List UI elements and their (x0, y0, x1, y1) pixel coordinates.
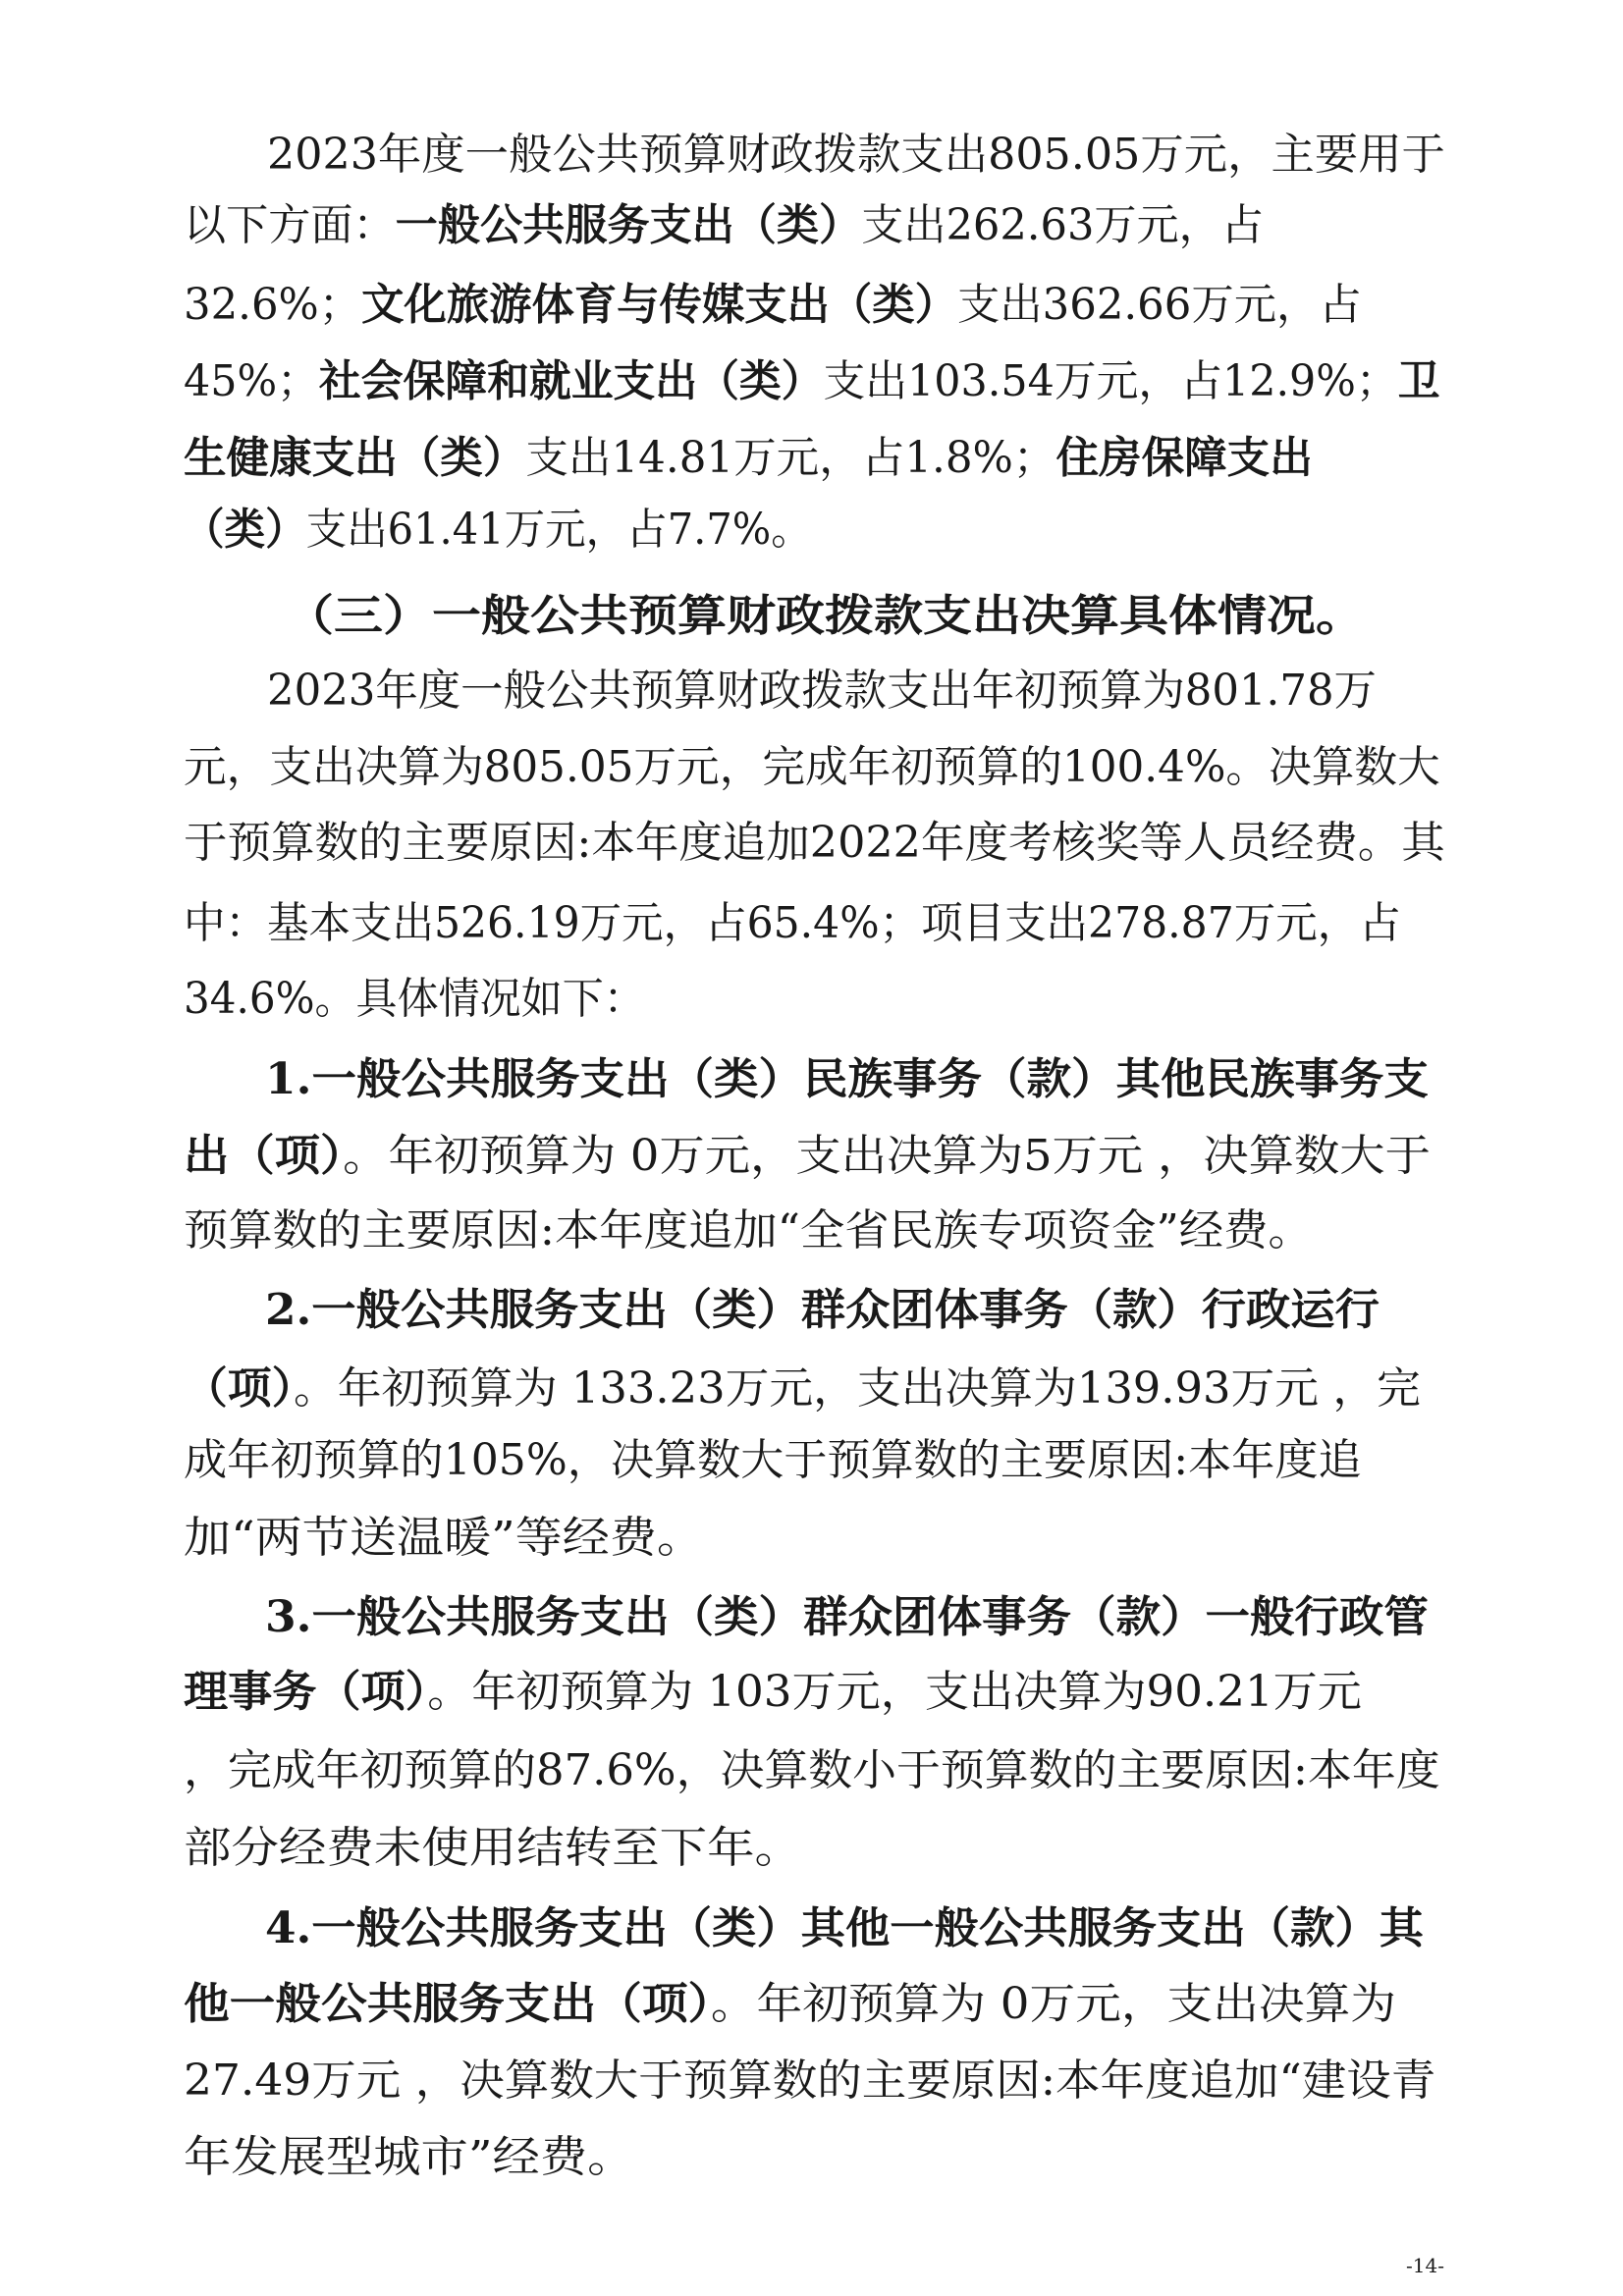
text-line (184, 1127, 1431, 1186)
text-run: 支出14.81万元，占1.8%； (525, 433, 1056, 483)
text-run: ，完成年初预算的87.6%，决算数小于预算数的主要原因:本年度 (184, 1745, 1440, 1795)
text-run: 。年初预算为 103万元，支出决算为90.21万元 (427, 1667, 1362, 1717)
text-run: 元，支出决算为805.05万元，完成年初预算的100.4%。决算数大 (184, 742, 1440, 792)
text-line (184, 1663, 1362, 1722)
text-line (265, 1899, 1424, 1958)
text-run: 支出103.54万元，占12.9%； (823, 356, 1398, 406)
text-run: 。年初预算为 133.23万元，支出决算为139.93万元 ，完 (293, 1363, 1421, 1414)
text-line (184, 501, 812, 560)
text-line (184, 970, 645, 1029)
text-run: 34.6%。具体情况如下： (184, 974, 645, 1024)
text-line (267, 662, 1377, 721)
text-run: 2023年度一般公共预算财政拨款支出805.05万元，主要用于 (267, 130, 1445, 180)
text-line (184, 352, 1440, 411)
bold-text: 住房保障支出 (1055, 433, 1313, 483)
text-line (267, 126, 1445, 185)
text-run: 支出362.66万元，占 (956, 280, 1362, 330)
text-run: 32.6%； (184, 280, 362, 330)
text-line (184, 429, 1313, 488)
text-line (184, 1431, 1362, 1490)
bold-text: 社会保障和就业支出（类） (318, 356, 824, 406)
text-line (184, 738, 1440, 797)
bold-text: （类） (184, 505, 306, 555)
text-line (265, 1588, 1429, 1647)
bold-text: 1.一般公共服务支出（类）民族事务（款）其他民族事务支 (265, 1054, 1429, 1104)
text-line (265, 1050, 1429, 1109)
text-run: 支出61.41万元，占7.7%。 (305, 505, 812, 555)
bold-text: 生健康支出（类） (184, 433, 526, 483)
text-run: 以下方面： (184, 200, 396, 250)
page-number: -14- (1406, 2254, 1444, 2277)
bold-text: 卫 (1397, 356, 1440, 406)
bold-text: （三）一般公共预算财政拨款支出决算具体情况。 (285, 591, 1365, 641)
text-run: 支出262.63万元，占 (861, 200, 1264, 250)
text-run: 预算数的主要原因:本年度追加“全省民族专项资金”经费。 (184, 1205, 1313, 1255)
text-line (184, 814, 1445, 873)
text-run: 。年初预算为 0万元，支出决算为 (710, 1979, 1396, 2029)
bold-text: 理事务（项） (184, 1667, 428, 1717)
text-line (184, 1509, 704, 1568)
text-run: 成年初预算的105%，决算数大于预算数的主要原因:本年度追 (184, 1435, 1362, 1485)
text-run: 中：基本支出526.19万元，占65.4%；项目支出278.87万元，占 (184, 898, 1401, 948)
text-run: 于预算数的主要原因:本年度追加2022年度考核奖等人员经费。其 (184, 818, 1445, 868)
bold-text: 出（项） (184, 1131, 344, 1181)
text-run: 部分经费未使用结转至下年。 (184, 1823, 802, 1873)
text-line (184, 196, 1264, 255)
text-line (184, 2052, 1435, 2110)
text-line (184, 894, 1401, 953)
text-run: 加“两节送温暖”等经费。 (184, 1513, 704, 1563)
bold-text: 4.一般公共服务支出（类）其他一般公共服务支出（款）其 (265, 1903, 1424, 1953)
text-line (285, 587, 1365, 646)
text-run: 27.49万元 ，决算数大于预算数的主要原因:本年度追加“建设青 (184, 2056, 1436, 2106)
text-line (265, 1281, 1380, 1340)
text-run: 2023年度一般公共预算财政拨款支出年初预算为801.78万 (267, 666, 1377, 716)
bold-text: （项） (184, 1363, 294, 1414)
text-run: 45%； (184, 356, 319, 406)
text-line (184, 1741, 1440, 1800)
bold-text: 文化旅游体育与传媒支出（类） (361, 280, 957, 330)
text-run: 年发展型城市”经费。 (184, 2132, 635, 2182)
text-line (184, 1819, 802, 1878)
text-line (184, 2128, 634, 2187)
text-line (184, 1201, 1313, 1260)
text-run: 。年初预算为 0万元，支出决算为5万元 ，决算数大于 (343, 1131, 1431, 1181)
text-line (184, 276, 1362, 335)
text-line (184, 1360, 1421, 1418)
text-line (184, 1975, 1396, 2034)
bold-text: 3.一般公共服务支出（类）群众团体事务（款）一般行政管 (265, 1592, 1429, 1642)
bold-text: 一般公共服务支出（类） (395, 200, 862, 250)
bold-text: 2.一般公共服务支出（类）群众团体事务（款）行政运行 (265, 1285, 1380, 1335)
bold-text: 他一般公共服务支出（项） (184, 1979, 711, 2029)
